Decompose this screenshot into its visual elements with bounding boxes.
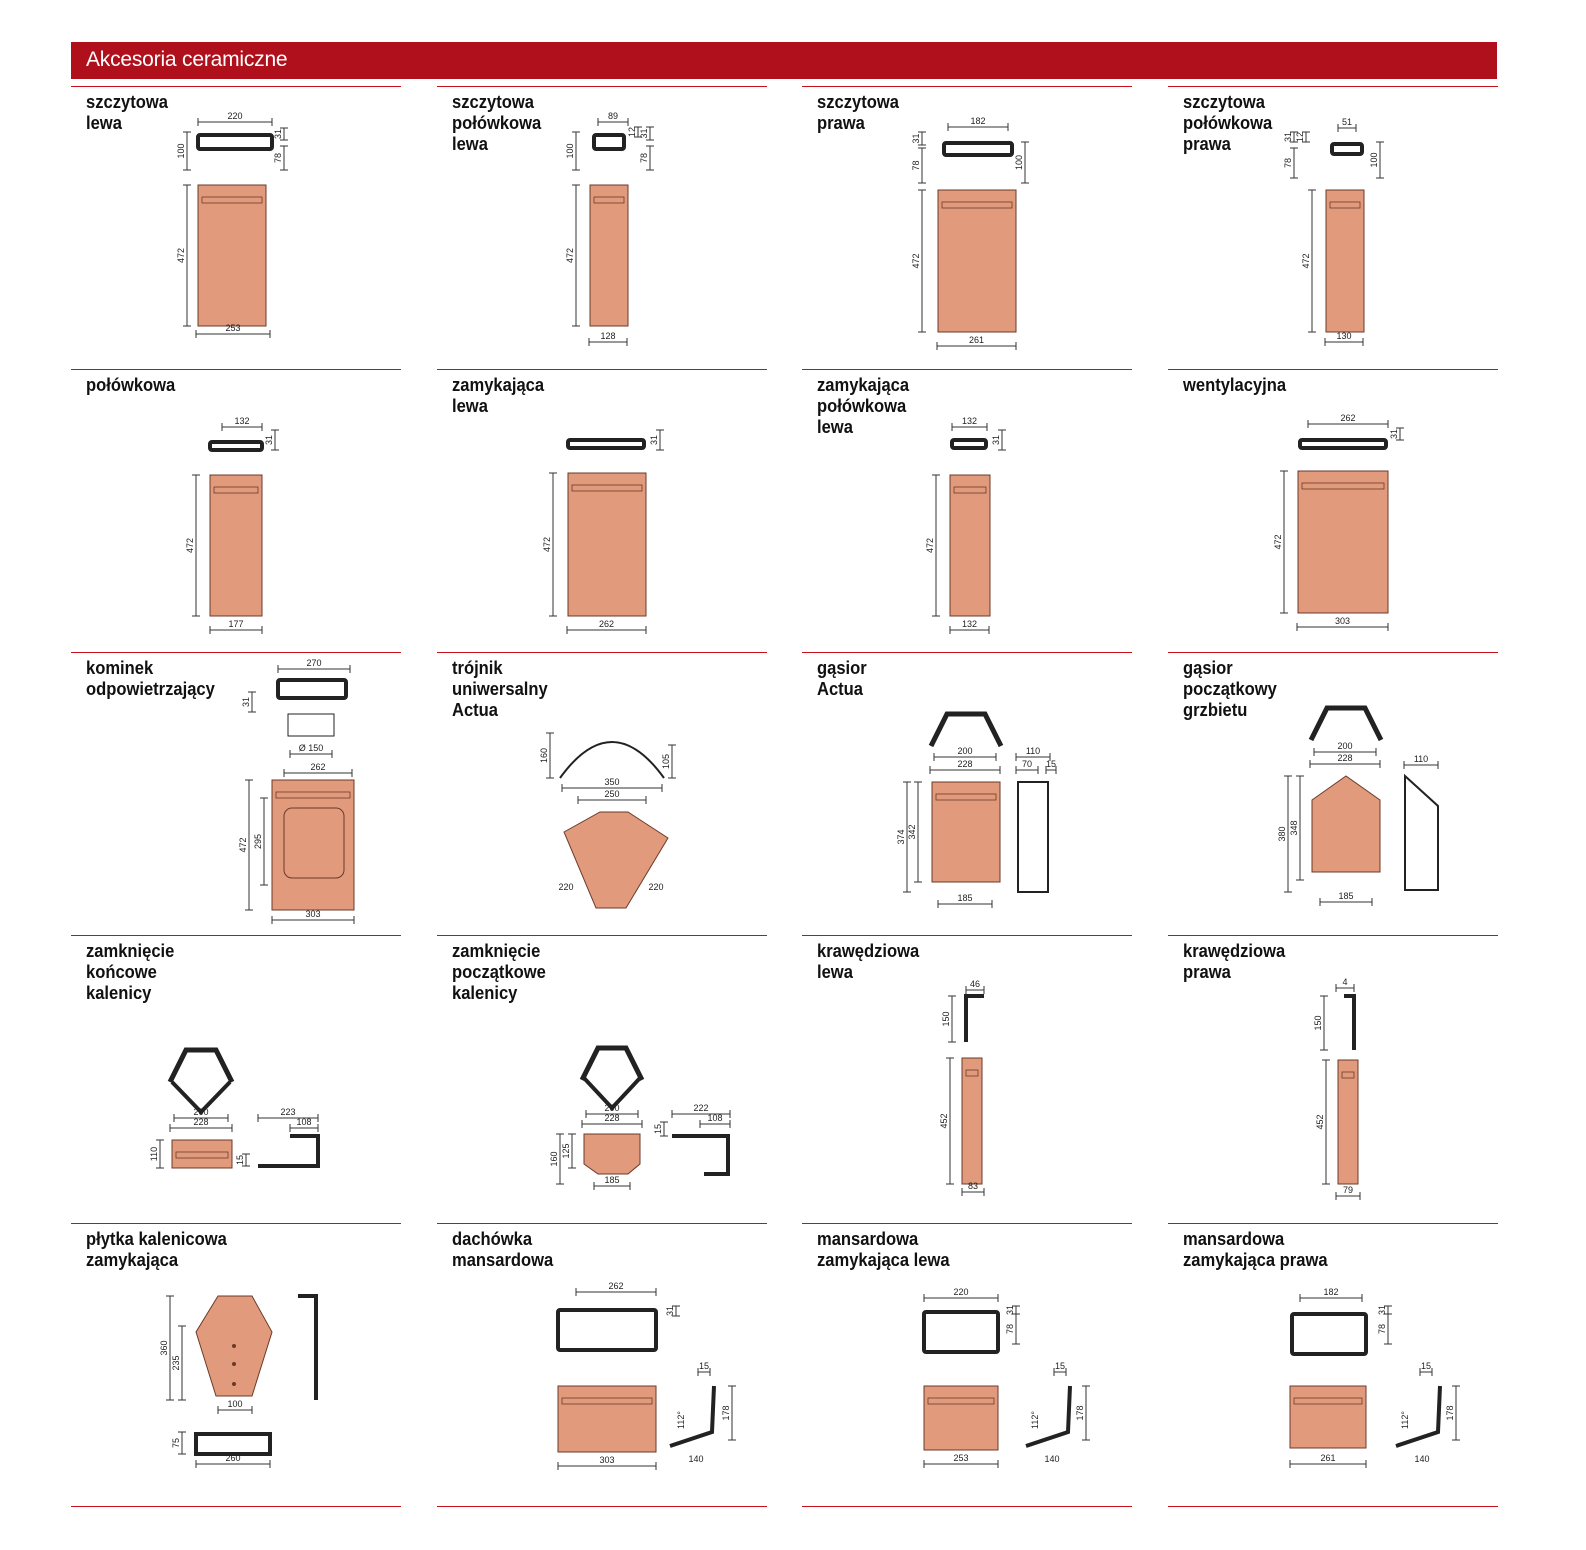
dimension-label: 46 (969, 979, 981, 989)
dimension-label: 150 (941, 1011, 951, 1027)
tile-face (1298, 471, 1388, 613)
tile-face (568, 473, 646, 616)
dimension-label: 15 (653, 1123, 663, 1135)
accessory-name: gąsior Actua (817, 658, 867, 699)
dimension-label: 132 (234, 416, 250, 426)
accessory-drawing (1283, 117, 1384, 346)
accessory-name: kominek odpowietrzający (86, 658, 215, 699)
dimension-label: 15 (1045, 759, 1057, 769)
dimension-label: 185 (604, 1175, 620, 1185)
dimension-label: 452 (1315, 1114, 1325, 1130)
dimension-label: 178 (721, 1405, 731, 1421)
dimension-label: 228 (1337, 753, 1353, 763)
dimension-label: 75 (171, 1437, 181, 1449)
bottom-divider (1168, 1506, 1498, 1507)
tile-profile (924, 1312, 998, 1352)
dimension-label: 112° (676, 1411, 686, 1429)
dimension-label: 348 (1289, 820, 1299, 836)
accessory-name: krawędziowa lewa (817, 941, 920, 982)
dimension-label: 150 (1313, 1015, 1323, 1031)
accessory-drawing (939, 979, 984, 1196)
tile-face (1338, 1060, 1358, 1184)
dimension-label: 78 (911, 160, 921, 171)
dimension-label: 253 (225, 323, 241, 333)
accessory-drawing (176, 111, 288, 338)
accessory-name: szczytowa połówkowa prawa (1183, 92, 1273, 154)
dimension-label: 15 (235, 1154, 245, 1166)
ridge-profile (170, 1050, 232, 1082)
accessory-name: dachówka mansardowa (452, 1229, 554, 1270)
accessory-drawing (1290, 1287, 1460, 1468)
dimension-label: 200 (604, 1103, 620, 1113)
dimension-label: 51 (1341, 117, 1353, 127)
dimension-label: 220 (953, 1287, 969, 1297)
dimension-label: 15 (698, 1361, 710, 1371)
dimension-label: 260 (225, 1453, 241, 1463)
dimension-label: 262 (310, 762, 326, 772)
tile-profile (1300, 440, 1386, 448)
dimension-label: 31 (1283, 131, 1293, 143)
accessory-name: płytka kalenicowa zamykająca (86, 1229, 227, 1270)
dimension-label: 261 (1320, 1453, 1336, 1463)
dimension-label: 178 (1445, 1405, 1455, 1421)
vent-pipe (288, 714, 334, 736)
dimension-label: 31 (991, 434, 1001, 446)
accessory-drawing (238, 658, 354, 924)
dimension-label: 31 (665, 1305, 675, 1317)
dimension-label: 452 (939, 1113, 949, 1129)
dimension-label: 185 (957, 893, 973, 903)
accessory-name: zamknięcie początkowe kalenicy (452, 941, 546, 1003)
dimension-label: 472 (176, 247, 186, 264)
dimension-label: 295 (253, 833, 263, 850)
tile-face (962, 1058, 982, 1184)
tile-face (198, 185, 266, 326)
dimension-label: 70 (1021, 759, 1033, 769)
accessory-name: trójnik uniwersalny Actua (452, 658, 548, 720)
ridge-profile (1311, 708, 1381, 740)
dimension-label: 31 (241, 696, 251, 708)
dimension-label: 83 (967, 1181, 979, 1191)
dimension-label: 4 (1342, 977, 1348, 987)
tile-face (1326, 190, 1364, 332)
dimension-label: 472 (185, 537, 195, 554)
tile-profile (594, 135, 624, 149)
accessory-name: gąsior początkowy grzbietu (1183, 658, 1277, 720)
tile-face (590, 185, 628, 326)
accessory-drawing (549, 1048, 730, 1190)
dimension-label: 130 (1336, 331, 1352, 341)
tile-profile (1332, 144, 1362, 154)
dimension-label: 140 (688, 1454, 704, 1464)
dimension-label: 78 (1283, 157, 1293, 169)
tile-face (950, 475, 990, 616)
dimension-label: 15 (1054, 1361, 1066, 1371)
dimension-label: 472 (1273, 534, 1283, 550)
section-title: Akcesoria ceramiczne (86, 48, 288, 71)
tile-profile (1292, 1314, 1366, 1354)
accessory-name: szczytowa prawa (817, 92, 899, 133)
dimension-label: 220 (227, 111, 243, 121)
accessory-drawing (565, 111, 654, 346)
tile-profile (944, 143, 1012, 155)
tile-profile (210, 442, 262, 450)
dimension-label: 250 (604, 789, 620, 799)
dimension-label: 79 (1342, 1185, 1354, 1195)
accessory-name: zamykająca lewa (452, 375, 545, 416)
dimension-label: 270 (306, 658, 322, 668)
dimension-label: 472 (238, 837, 248, 853)
dimension-label: 222 (693, 1103, 709, 1113)
dimension-label: 78 (639, 152, 649, 164)
dimension-label: 108 (707, 1113, 723, 1123)
ridge-profile (582, 1048, 642, 1080)
accessory-name: szczytowa lewa (86, 92, 168, 133)
dimension-label: 31 (1389, 428, 1399, 440)
dimension-label: 200 (193, 1107, 209, 1117)
dimension-label: 177 (228, 619, 244, 629)
dimension-label: 31 (649, 434, 659, 446)
dimension-label: 110 (1413, 754, 1429, 764)
tee-face (564, 812, 668, 908)
accessory-drawing (159, 1296, 316, 1468)
dimension-label: 78 (1377, 1323, 1387, 1335)
dimension-label: 262 (608, 1281, 624, 1291)
accessory-drawing (925, 416, 1006, 634)
dimension-label: 303 (1334, 616, 1351, 626)
accessory-drawing (911, 116, 1029, 350)
dimension-label: 303 (305, 909, 321, 919)
accessory-name: szczytowa połówkowa lewa (452, 92, 542, 154)
dimension-label: 160 (539, 747, 549, 764)
accessory-drawing (924, 1287, 1090, 1468)
dimension-label: 100 (176, 143, 186, 159)
dimension-label: 472 (911, 253, 921, 269)
dimension-label: 112° (1400, 1411, 1410, 1429)
dimension-label: 303 (599, 1455, 615, 1465)
accessory-drawing (1313, 977, 1360, 1200)
dimension-label: 261 (968, 335, 985, 345)
dimension-label: 182 (1323, 1287, 1339, 1297)
dimension-label: 100 (1369, 152, 1379, 168)
dimension-label: 360 (159, 1340, 169, 1356)
dimension-label: 100 (227, 1399, 243, 1409)
tile-profile (952, 440, 986, 448)
accessory-name: mansardowa zamykająca prawa (1183, 1229, 1328, 1270)
dimension-label: 31 (1005, 1304, 1015, 1316)
dimension-label: 374 (896, 829, 906, 845)
tile-face (558, 1386, 656, 1452)
dimension-label: 228 (604, 1113, 620, 1123)
dimension-label: 262 (1340, 413, 1356, 423)
tile-face (938, 190, 1016, 332)
dimension-label: 472 (565, 247, 575, 264)
accessory-name: zamykająca połówkowa lewa (817, 375, 910, 437)
dimension-label: 78 (1005, 1323, 1015, 1335)
dimension-label: 12 (627, 126, 637, 138)
tile-face (1290, 1386, 1366, 1448)
tile-face (172, 1140, 232, 1168)
ridge-profile (931, 714, 1001, 746)
accessory-drawing (558, 1281, 736, 1470)
dimension-label: 220 (648, 882, 664, 892)
dimension-label: 223 (280, 1107, 296, 1117)
bottom-divider (71, 1506, 401, 1507)
dimension-label: 472 (925, 537, 935, 554)
tile-face (210, 475, 262, 616)
bottom-divider (437, 1506, 767, 1507)
dimension-label: 253 (953, 1453, 969, 1463)
tile-face (932, 782, 1000, 882)
dimension-label: 31 (911, 133, 921, 144)
dimension-label: 31 (1377, 1304, 1387, 1316)
dimension-label: 472 (542, 536, 552, 553)
tile-profile (278, 680, 346, 698)
dimension-label: 89 (607, 111, 619, 121)
tile-face (924, 1386, 998, 1450)
accessory-drawing (185, 416, 279, 634)
dimension-label: 110 (1025, 746, 1041, 756)
dimension-label: 128 (600, 331, 616, 341)
dimension-label: 125 (561, 1143, 571, 1159)
dimension-label: 140 (1414, 1454, 1430, 1464)
dimension-label: Ø 150 (298, 743, 324, 753)
accessory-drawing (539, 733, 676, 908)
dimension-label: 140 (1044, 1454, 1060, 1464)
dimension-label: 78 (273, 152, 283, 164)
dimension-label: 220 (558, 882, 574, 892)
dimension-label: 105 (661, 753, 671, 770)
accessory-drawing (896, 714, 1056, 908)
dimension-label: 100 (565, 143, 575, 159)
dimension-label: 182 (970, 116, 986, 126)
dimension-label: 31 (264, 434, 274, 446)
dimension-label: 185 (1338, 891, 1354, 901)
bottom-divider (802, 1506, 1132, 1507)
dimension-label: 100 (1014, 154, 1024, 171)
accessory-drawing (1273, 413, 1404, 631)
accessory-name: mansardowa zamykająca lewa (817, 1229, 950, 1270)
dimension-label: 178 (1075, 1405, 1085, 1421)
dimension-label: 31 (639, 128, 649, 139)
dimension-label: 15 (1420, 1361, 1432, 1371)
accessory-drawing (149, 1050, 318, 1168)
dimension-label: 342 (907, 824, 917, 840)
accessory-name: wentylacyjna (1183, 375, 1287, 395)
dimension-label: 110 (149, 1146, 159, 1162)
dimension-label: 112° (1030, 1411, 1040, 1429)
tile-face (584, 1134, 640, 1174)
dimension-label: 132 (961, 416, 978, 426)
dimension-label: 108 (296, 1117, 312, 1127)
tee-profile (560, 742, 664, 778)
dimension-label: 160 (549, 1151, 559, 1167)
accessory-name: połówkowa (86, 375, 176, 395)
dimension-label: 228 (193, 1117, 209, 1127)
dimension-label: 262 (598, 619, 615, 629)
dimension-label: 31 (273, 128, 283, 140)
dimension-label: 132 (961, 619, 978, 629)
tile-profile (558, 1310, 656, 1350)
dimension-label: 200 (1337, 741, 1353, 751)
tile-profile (568, 440, 644, 448)
accessory-drawing (542, 430, 664, 634)
dimension-label: 472 (1301, 253, 1311, 269)
dimension-label: 200 (957, 746, 973, 756)
dimension-label: 12 (1295, 131, 1305, 143)
accessory-name: zamknięcie końcowe kalenicy (86, 941, 175, 1003)
accessory-name: krawędziowa prawa (1183, 941, 1286, 982)
tile-face (1312, 776, 1380, 872)
dimension-label: 350 (604, 777, 620, 787)
dimension-label: 235 (171, 1355, 181, 1371)
accessory-drawing (1277, 708, 1438, 906)
dimension-label: 380 (1277, 826, 1287, 842)
tile-profile (198, 135, 272, 149)
dimension-label: 228 (957, 759, 973, 769)
